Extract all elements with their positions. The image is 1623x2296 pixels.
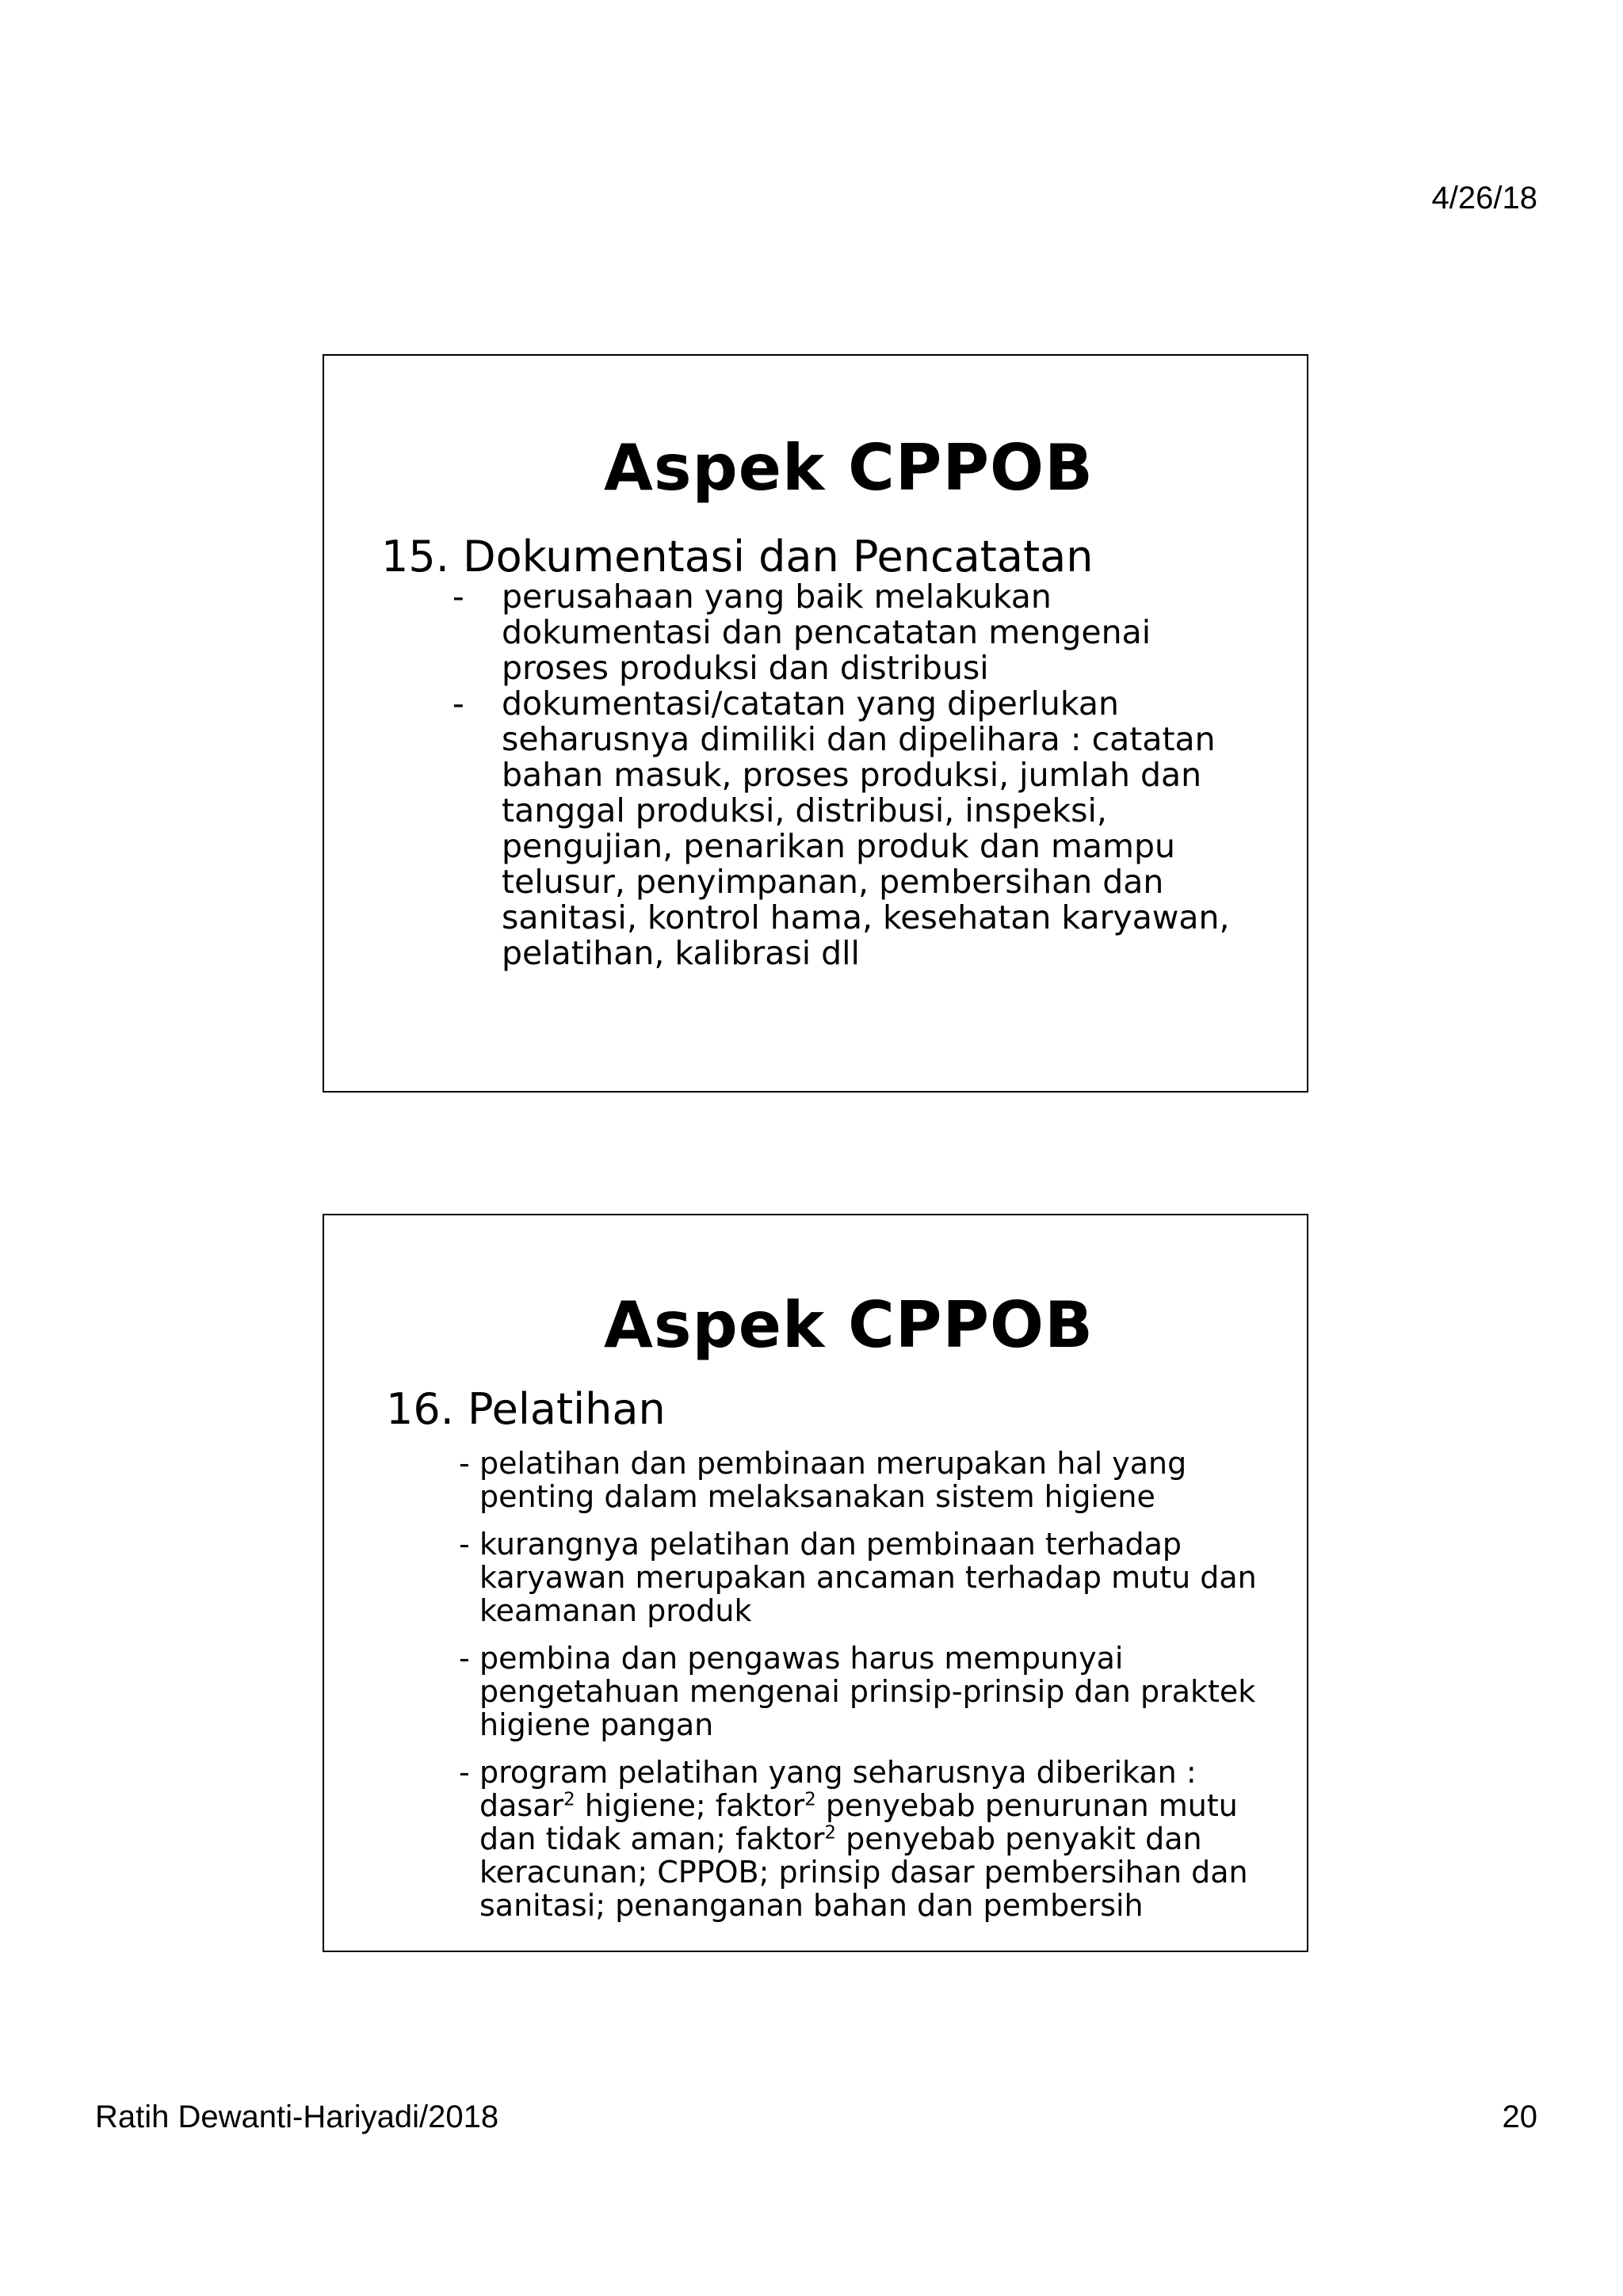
slide-16-pelatihan [323,1214,1308,1952]
bullet-marker: - [459,1446,470,1481]
bullet-list [453,579,1245,971]
list-item [459,1756,1267,1922]
bullet-text: dokumentasi/catatan yang diperlukan seharusnya dimiliki dan dipelihara : catatan bahan masuk, proses produksi, jumlah dan tanggal produksi, distribusi, inspeksi, pengujian, penarikan produk dan mampu telusur, penyimpanan, pembersihan dan sanitasi, kontrol hama, kesehatan karyawan, pelatihan, kalibrasi dll [502,685,1230,972]
section-heading: 16. Pelatihan [386,1384,666,1434]
slide-title: Aspek CPPOB [603,1288,1094,1362]
superscript: 2 [804,1789,816,1810]
bullet-text: pelatihan dan pembinaan merupakan hal yang penting dalam melaksanakan sistem higiene [479,1446,1187,1514]
bullet-marker: - [459,1755,470,1790]
list-item [453,686,1245,971]
bullet-text: perusahaan yang baik melakukan dokumentasi dan pencatatan mengenai proses produksi dan distribusi [502,578,1151,687]
list-item [453,579,1245,686]
bullet-text [479,1755,1248,1923]
bullet-list [459,1447,1267,1936]
list-item [459,1447,1267,1513]
list-item [459,1527,1267,1627]
superscript: 2 [824,1822,837,1844]
slide-title: Aspek CPPOB [603,431,1094,505]
bullet-text: kurangnya pelatihan dan pembinaan terhadap karyawan merupakan ancaman terhadap mutu dan keamanan produk [479,1527,1257,1628]
bullet-text-part: higiene; faktor [575,1788,805,1823]
slide-15-dokumentasi [323,354,1308,1093]
bullet-text-part: penyebab penurunan mutu dan tidak aman; faktor [479,1788,1238,1856]
bullet-text-part: program pelatihan yang seharusnya diberikan : dasar [479,1755,1197,1823]
bullet-marker: - [459,1641,470,1676]
bullet-text-part: penyebab penyakit dan keracunan; CPPOB; prinsip dasar pembersihan dan sanitasi; penanganan bahan dan pembersih [479,1821,1248,1923]
page-date: 4/26/18 [1431,181,1537,215]
bullet-marker: - [453,578,464,616]
bullet-text: pembina dan pengawas harus mempunyai pengetahuan mengenai prinsip-prinsip dan praktek higiene pangan [479,1641,1256,1742]
page-number: 20 [1502,2100,1537,2134]
bullet-marker: - [453,685,464,723]
superscript: 2 [563,1789,575,1810]
section-heading: 15. Dokumentasi dan Pencatatan [381,532,1094,582]
list-item [459,1642,1267,1741]
bullet-marker: - [459,1527,470,1562]
footer-author: Ratih Dewanti-Hariyadi/2018 [95,2100,499,2134]
